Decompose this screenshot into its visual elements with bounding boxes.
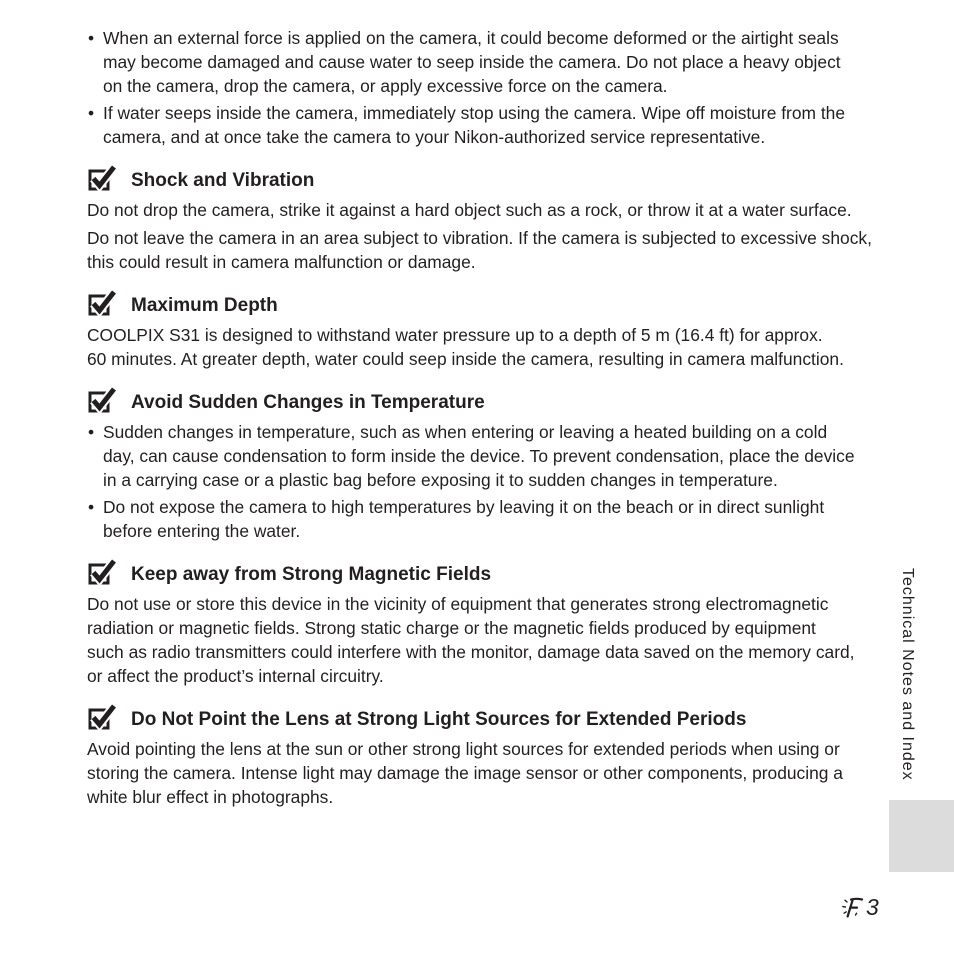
caution-check-icon: [88, 559, 116, 585]
section-heading: [87, 559, 877, 591]
text-line: Do not drop the camera, strike it against a hard object such as a rock, or throw it at a water surface.: [87, 200, 852, 220]
text-line: or affect the product’s internal circuitry.: [87, 666, 384, 686]
heading-text: Avoid Sudden Changes in Temperature: [131, 392, 485, 413]
chapter-side-label: Technical Notes and Index: [899, 568, 916, 781]
caution-check-icon: [88, 165, 116, 191]
caution-check-icon: [88, 290, 116, 316]
paragraph: [87, 323, 877, 371]
section-heading: [87, 704, 877, 736]
bullet-item: [87, 495, 877, 543]
text-line: may become damaged and cause water to seep inside the camera. Do not place a heavy object: [103, 52, 841, 72]
chapter-tab-marker: [889, 800, 954, 872]
text-line: such as radio transmitters could interfere with the monitor, damage data saved on the memory card,: [87, 642, 855, 662]
heading-text: Keep away from Strong Magnetic Fields: [131, 564, 492, 585]
section-maximum-depth: [87, 290, 877, 371]
text-line: camera, and at once take the camera to your Nikon-authorized service representative.: [103, 127, 766, 147]
bullet-list: [87, 420, 877, 543]
text-line: on the camera, drop the camera, or apply excessive force on the camera.: [103, 76, 668, 96]
text-line: radiation or magnetic fields. Strong static charge or the magnetic fields produced by equipment: [87, 618, 816, 638]
text-line: storing the camera. Intense light may damage the image sensor or other components, producing a: [87, 763, 843, 783]
text-line: Do not use or store this device in the vicinity of equipment that generates strong electromagnetic: [87, 594, 829, 614]
heading-text: Maximum Depth: [131, 295, 278, 316]
page-number: [841, 893, 879, 921]
intro-bullet-list: [87, 26, 877, 149]
heading-text: Do Not Point the Lens at Strong Light Sources for Extended Periods: [131, 709, 747, 730]
bullet-item: [87, 420, 877, 492]
section-shock-and-vibration: [87, 165, 877, 274]
text-line: in a carrying case or a plastic bag before exposing it to sudden changes in temperature.: [103, 470, 778, 490]
text-line: • When an external force is applied on the camera, it could become deformed or the airtight seals: [103, 28, 839, 48]
section-heading: [87, 165, 877, 197]
text-line: this could result in camera malfunction or damage.: [87, 252, 476, 272]
text-line: • Do not expose the camera to high temperatures by leaving it on the beach or in direct sunlight: [103, 497, 825, 517]
caution-check-icon: [88, 704, 116, 730]
paragraph: [87, 737, 877, 809]
text-line: Do not leave the camera in an area subject to vibration. If the camera is subjected to excessive shock,: [87, 228, 872, 248]
text-line: 60 minutes. At greater depth, water could seep inside the camera, resulting in camera malfunction.: [87, 349, 844, 369]
text-line: Avoid pointing the lens at the sun or other strong light sources for extended periods when using or: [87, 739, 840, 759]
paragraph: [87, 198, 877, 222]
technical-notes-icon: [841, 895, 865, 919]
section-heading: [87, 387, 877, 419]
text-line: white blur effect in photographs.: [87, 787, 334, 807]
section-heading: [87, 290, 877, 322]
text-line: COOLPIX S31 is designed to withstand water pressure up to a depth of 5 m (16.4 ft) for approx.: [87, 325, 823, 345]
bullet-item: [87, 26, 877, 98]
page-content: [87, 26, 877, 809]
text-line: day, can cause condensation to form inside the device. To prevent condensation, place the device: [103, 446, 855, 466]
page-number-value: 3: [866, 894, 879, 920]
bullet-item: [87, 101, 877, 149]
caution-check-icon: [88, 387, 116, 413]
paragraph: [87, 592, 877, 688]
section-magnetic-fields: [87, 559, 877, 688]
text-line: before entering the water.: [103, 521, 301, 541]
section-strong-light-sources: [87, 704, 877, 809]
section-temperature-changes: [87, 387, 877, 543]
paragraph: [87, 226, 877, 274]
text-line: • Sudden changes in temperature, such as when entering or leaving a heated building on a cold: [103, 422, 828, 442]
text-line: • If water seeps inside the camera, immediately stop using the camera. Wipe off moisture from the: [103, 103, 846, 123]
heading-text: Shock and Vibration: [131, 170, 315, 191]
